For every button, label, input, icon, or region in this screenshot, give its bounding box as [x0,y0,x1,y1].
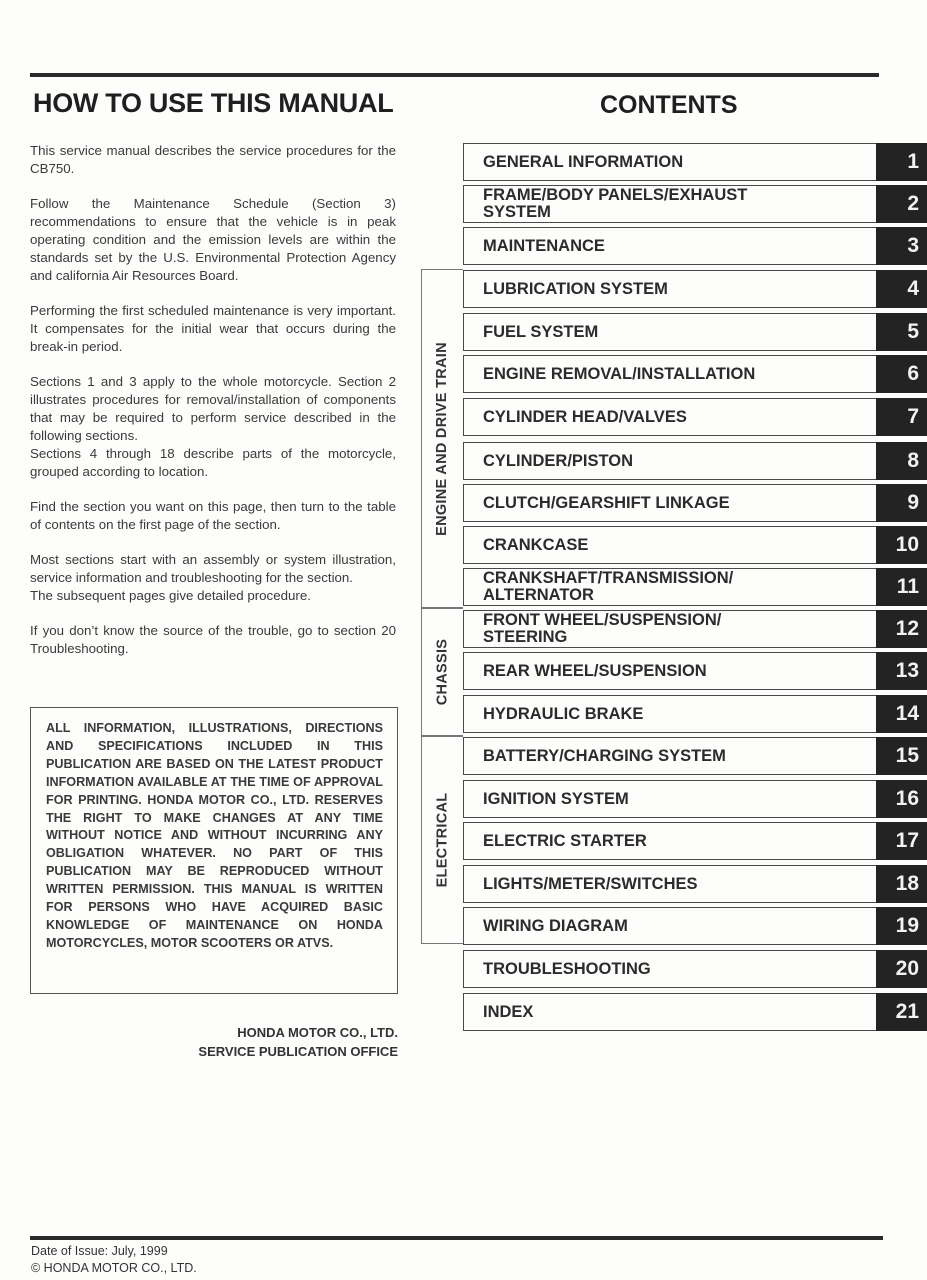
contents-entry-12[interactable] [463,610,927,648]
intro-paragraph: Find the section you want on this page, then turn to the table of contents on the first page of the section. [30,499,396,532]
section-tab[interactable]: 5 [876,313,927,351]
entry-title[interactable]: LUBRICATION SYSTEM [463,270,876,308]
publisher-name: HONDA MOTOR CO., LTD. [237,1025,398,1040]
page-title-how-to-use: HOW TO USE THIS MANUAL [33,88,394,118]
entry-title[interactable]: WIRING DIAGRAM [463,907,876,945]
section-tab[interactable]: 15 [876,737,927,775]
contents-entry-20[interactable] [463,950,927,988]
entry-title[interactable]: IGNITION SYSTEM [463,780,876,818]
contents-entry-16[interactable] [463,780,927,818]
contents-entry-3[interactable] [463,227,927,265]
entry-title[interactable]: HYDRAULIC BRAKE [463,695,876,733]
contents-entry-2[interactable] [463,185,927,223]
section-tab[interactable]: 10 [876,526,927,564]
contents-entry-13[interactable] [463,652,927,690]
entry-title[interactable]: CRANKSHAFT/TRANSMISSION/ ALTERNATOR [463,568,876,606]
section-tab[interactable]: 17 [876,822,927,860]
intro-paragraph: This service manual describes the service procedures for the CB750. [30,143,396,176]
group-label: ENGINE AND DRIVE TRAIN [434,341,450,536]
section-tab[interactable]: 3 [876,227,927,265]
entry-title[interactable]: GENERAL INFORMATION [463,143,876,181]
entry-title[interactable]: ELECTRIC STARTER [463,822,876,860]
contents-entry-17[interactable] [463,822,927,860]
section-tab[interactable]: 9 [876,484,927,522]
contents-entry-8[interactable] [463,442,927,480]
section-tab[interactable]: 2 [876,185,927,223]
contents-entry-14[interactable] [463,695,927,733]
section-tab[interactable]: 8 [876,442,927,480]
entry-title[interactable]: CRANKCASE [463,526,876,564]
intro-paragraph: The subsequent pages give detailed procedure. [30,588,311,603]
intro-paragraph: Most sections start with an assembly or system illustration, service information and troubleshooting for the section. [30,552,396,585]
entry-title[interactable]: FRONT WHEEL/SUSPENSION/ STEERING [463,610,876,648]
section-tab[interactable]: 4 [876,270,927,308]
publisher-office: SERVICE PUBLICATION OFFICE [198,1044,398,1059]
entry-title[interactable]: CYLINDER/PISTON [463,442,876,480]
top-rule [30,73,879,77]
group-label: ELECTRICAL [434,792,450,888]
intro-paragraph: If you don’t know the source of the trouble, go to section 20 Troubleshooting. [30,623,396,656]
entry-title[interactable]: BATTERY/CHARGING SYSTEM [463,737,876,775]
section-tab[interactable]: 11 [876,568,927,606]
entry-title[interactable]: FUEL SYSTEM [463,313,876,351]
entry-title[interactable]: INDEX [463,993,876,1031]
section-tab[interactable]: 19 [876,907,927,945]
contents-entry-10[interactable] [463,526,927,564]
copyright: © HONDA MOTOR CO., LTD. [31,1261,197,1275]
publisher-block [198,1023,398,1061]
intro-paragraph: Follow the Maintenance Schedule (Section 3) recommendations to ensure that the vehicle is in peak operating condition and the emission levels are within the standards set by the U.S. Environmental Protection Agency and california Air Resources Board. [30,196,396,283]
intro-paragraph: Performing the first scheduled maintenance is very important. It compensates for the initial wear that occurs during the break-in period. [30,303,396,354]
contents-entry-15[interactable] [463,737,927,775]
group-engine-drive-train [421,269,463,608]
section-tab[interactable]: 14 [876,695,927,733]
issue-date: Date of Issue: July, 1999 [31,1244,168,1258]
section-tab[interactable]: 13 [876,652,927,690]
group-label: CHASSIS [434,638,450,706]
section-tab[interactable]: 1 [876,143,927,181]
section-tab[interactable]: 20 [876,950,927,988]
contents-entry-1[interactable] [463,143,927,181]
intro-paragraph: Sections 4 through 18 describe parts of the motorcycle, grouped according to location. [30,446,396,479]
entry-title[interactable]: LIGHTS/METER/SWITCHES [463,865,876,903]
contents-entry-19[interactable] [463,907,927,945]
intro-text [30,142,396,675]
contents-entry-18[interactable] [463,865,927,903]
entry-title[interactable]: TROUBLESHOOTING [463,950,876,988]
section-tab[interactable]: 18 [876,865,927,903]
section-tab[interactable]: 21 [876,993,927,1031]
group-electrical [421,736,463,944]
intro-paragraph: Sections 1 and 3 apply to the whole motorcycle. Section 2 illustrates procedures for removal/installation of components that may be required to perform service described in the following sections. [30,374,396,443]
contents-entry-5[interactable] [463,313,927,351]
contents-entry-9[interactable] [463,484,927,522]
entry-title[interactable]: REAR WHEEL/SUSPENSION [463,652,876,690]
entry-title[interactable]: ENGINE REMOVAL/INSTALLATION [463,355,876,393]
section-tab[interactable]: 16 [876,780,927,818]
entry-title[interactable]: FRAME/BODY PANELS/EXHAUST SYSTEM [463,185,876,223]
bottom-rule [30,1236,883,1240]
page-title-contents: CONTENTS [600,91,738,119]
contents-entry-7[interactable] [463,398,927,436]
entry-title[interactable]: MAINTENANCE [463,227,876,265]
footer [31,1243,197,1277]
legal-notice-box: ALL INFORMATION, ILLUSTRATIONS, DIRECTIONS AND SPECIFICATIONS INCLUDED IN THIS PUBLICATION ARE BASED ON THE LATEST PRODUCT INFORMATION AVAILABLE AT THE TIME OF APPROVAL FOR PRINTING. HONDA MOTOR CO., LTD. RESERVES THE RIGHT TO MAKE CHANGES AT ANY TIME WITHOUT NOTICE AND WITHOUT INCURRING ANY OBLIGATION WHATEVER. NO PART OF THIS PUBLICATION MAY BE REPRODUCED WITHOUT WRITTEN PERMISSION. THIS MANUAL IS WRITTEN FOR PERSONS WHO HAVE ACQUIRED BASIC KNOWLEDGE OF MAINTENANCE ON HONDA MOTORCYCLES, MOTOR SCOOTERS OR ATVS. [30,707,398,994]
contents-entry-21[interactable] [463,993,927,1031]
entry-title[interactable]: CYLINDER HEAD/VALVES [463,398,876,436]
section-tab[interactable]: 12 [876,610,927,648]
contents-entry-4[interactable] [463,270,927,308]
section-tab[interactable]: 7 [876,398,927,436]
contents-entry-6[interactable] [463,355,927,393]
entry-title[interactable]: CLUTCH/GEARSHIFT LINKAGE [463,484,876,522]
group-chassis [421,608,463,736]
section-tab[interactable]: 6 [876,355,927,393]
contents-entry-11[interactable] [463,568,927,606]
